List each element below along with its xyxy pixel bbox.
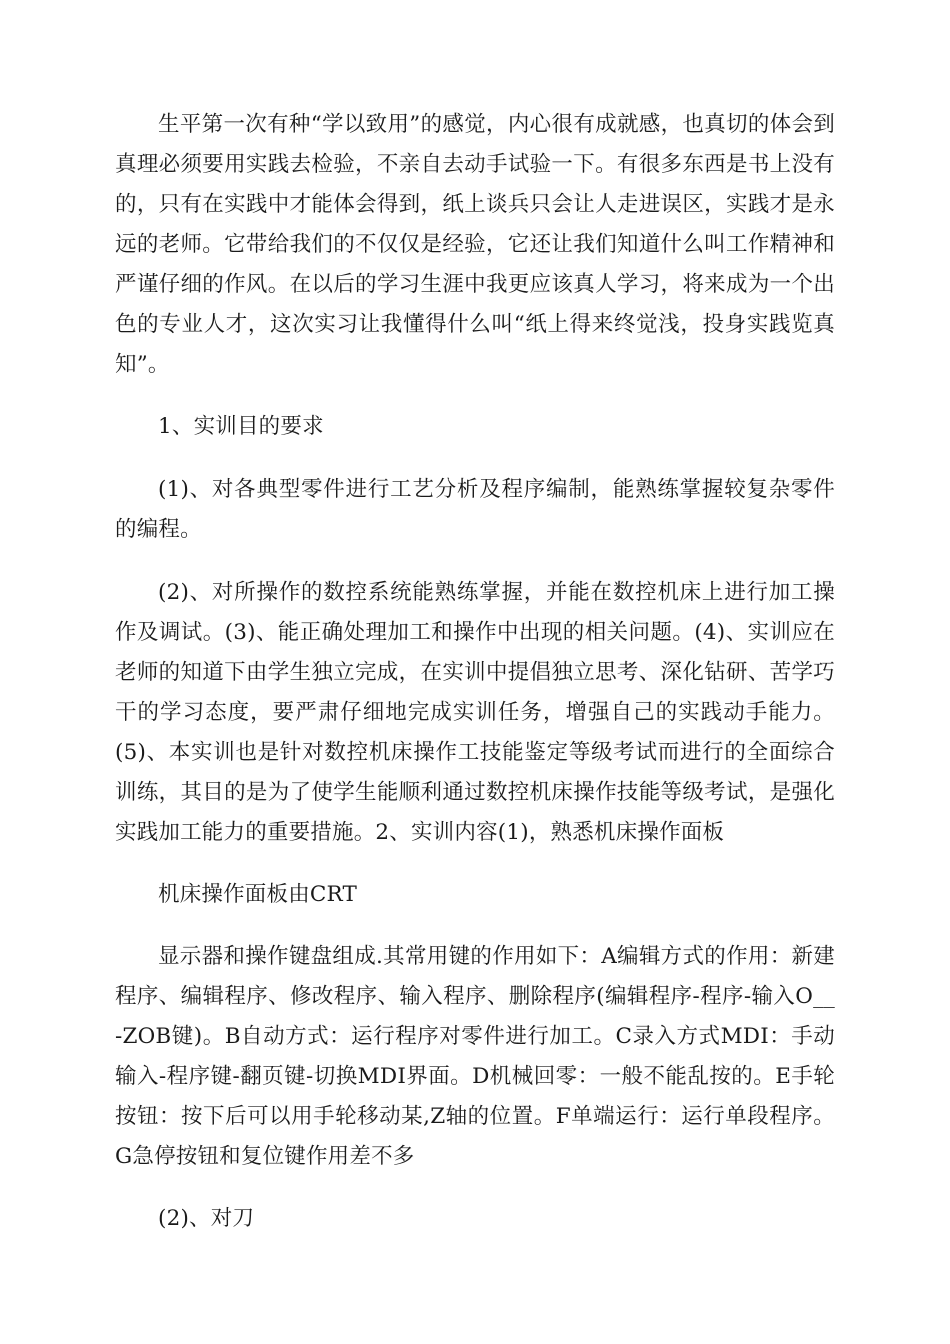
paragraph-panel-crt: 机床操作面板由CRT: [158, 882, 358, 907]
heading-tool-setting: (2)、对刀: [158, 1206, 255, 1231]
paragraph-panel-keys: 显示器和操作键盘组成.其常用键的作用如下：A编辑方式的作用：新建程序、编辑程序、修改程序、输入程序、删除程序(编辑程序-程序-输入O__-ZOB键)。B自动方式：运行程序对零件进行加工。C录入方式MDI：手动输入-程序键-翻页键-切换MDI界面。D机械回零：一般不能乱按的。E手轮按钮：按下后可以用手轮移动某,Z轴的位置。F单端运行：运行单段程序。G急停按钮和复位键作用差不多: [115, 944, 835, 1169]
paragraph-reflection: 生平第一次有种“学以致用”的感觉，内心很有成就感，也真切的体会到真理必须要用实践去检验，不亲自去动手试验一下。有很多东西是书上没有的，只有在实践中才能体会得到，纸上谈兵只会让人走进误区，实践才是永远的老师。它带给我们的不仅仅是经验，它还让我们知道什么叫工作精神和严谨仔细的作风。在以后的学习生涯中我更应该真人学习，将来成为一个出色的专业人才，这次实习让我懂得什么叫“纸上得来终觉浅，投身实践览真知”。: [115, 112, 835, 377]
heading-training-requirements: 1、实训目的要求: [158, 414, 324, 439]
document-body: [115, 105, 835, 1261]
paragraph-requirement-1: (1)、对各典型零件进行工艺分析及程序编制，能熟练掌握较复杂零件的编程。: [115, 477, 835, 542]
paragraph-requirements-2-5: (2)、对所操作的数控系统能熟练掌握，并能在数控机床上进行加工操作及调试。(3)、能正确处理加工和操作中出现的相关问题。(4)、实训应在老师的知道下由学生独立完成，在实训中提倡独立思考、深化钻研、苦学巧干的学习态度，要严肃仔细地完成实训任务，增强自己的实践动手能力。(5)、本实训也是针对数控机床操作工技能鉴定等级考试而进行的全面综合训练，其目的是为了使学生能顺利通过数控机床操作技能等级考试，是强化实践加工能力的重要措施。2、实训内容(1)，熟悉机床操作面板: [115, 580, 835, 845]
